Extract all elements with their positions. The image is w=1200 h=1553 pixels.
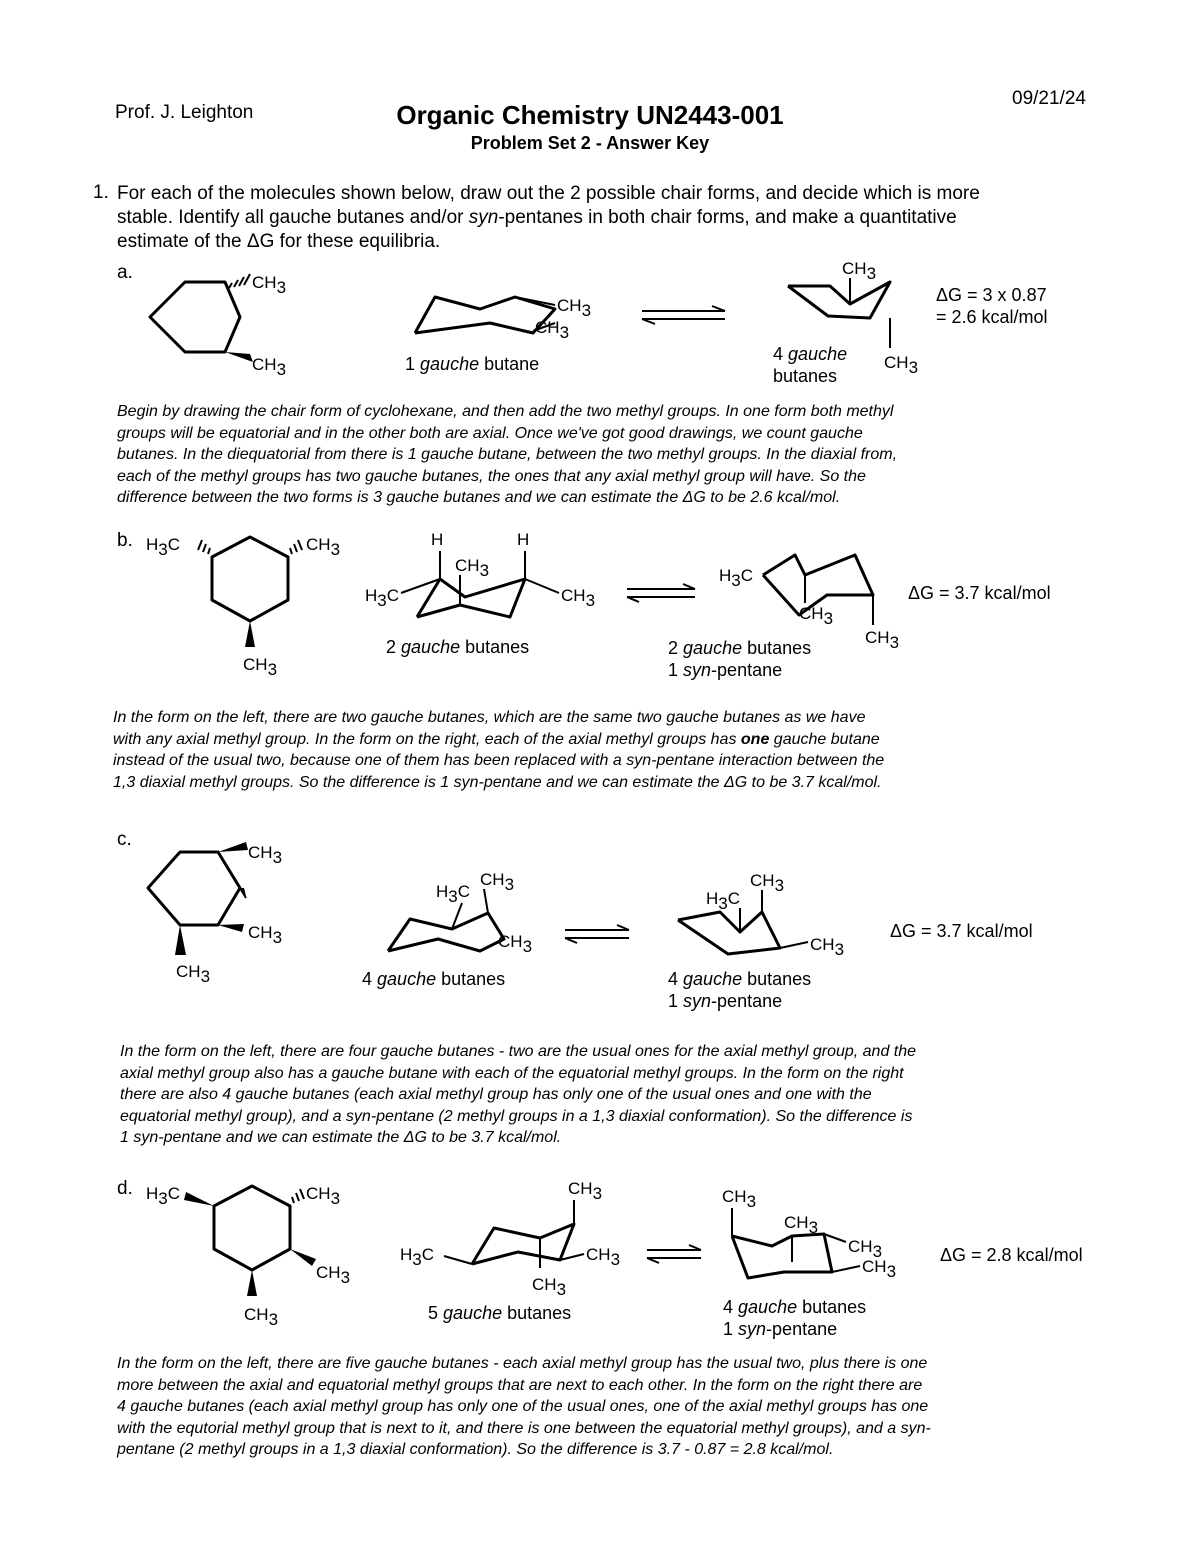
hashed-bond xyxy=(292,1189,304,1203)
cyclohexane-ring xyxy=(212,537,288,621)
part-b-delta-g: ΔG = 3.7 kcal/mol xyxy=(908,583,1051,603)
ch3-label: CH3 xyxy=(176,962,211,986)
chair-ring xyxy=(417,579,525,617)
ch3-label: CH3 xyxy=(498,932,533,956)
part-c-structure xyxy=(140,840,310,990)
chair-ring xyxy=(388,913,504,951)
hashed-bond xyxy=(229,274,250,288)
part-c-chair-left xyxy=(380,865,560,960)
ch3-label: CH3 xyxy=(535,318,570,342)
cyclohexane-ring xyxy=(214,1186,290,1270)
author: Prof. J. Leighton xyxy=(115,102,254,123)
h3c-label: H3C xyxy=(706,889,741,913)
ch3-label: CH3 xyxy=(884,353,919,377)
part-c-chair-right xyxy=(670,862,860,962)
part-c-explanation: In the form on the left, there are four gauche butanes - two are the usual ones for the axial methyl group, and the axial methyl group also has a gauche butane with each of the equatorial methyl groups. In the form on the right there are also 4 gauche butanes (each axial methyl group has only one of the usual ones and one with the equatorial methyl group), and a syn-pentane (2 methyl groups in a 1,3 diaxial conformation). So the difference is 1 syn-pentane and we can estimate the ΔG to be 3.7 kcal/mol. xyxy=(120,1043,917,1146)
wedge-bond xyxy=(184,1192,214,1206)
ch3-label: CH3 xyxy=(243,655,278,679)
wedge-bond xyxy=(175,925,186,955)
chair-ring xyxy=(678,912,780,954)
question-line-3: estimate of the ΔG for these equilibria. xyxy=(117,231,441,252)
part-d-chair-right xyxy=(720,1180,920,1290)
part-a-chair-left xyxy=(405,285,605,345)
part-d-chair-left xyxy=(400,1172,640,1297)
page-subtitle: Problem Set 2 - Answer Key xyxy=(470,133,710,153)
part-a-structure xyxy=(140,260,310,380)
part-b-left-caption: 2 gauche butanes xyxy=(386,637,530,657)
part-a-left-caption: 1 gauche butane xyxy=(405,354,540,374)
chair-ring xyxy=(732,1234,832,1278)
ch3-label: CH3 xyxy=(722,1187,757,1211)
ch3-label: CH3 xyxy=(810,935,845,959)
ch3-label: CH3 xyxy=(248,843,283,867)
cyclohexane-ring xyxy=(148,852,240,925)
wedge-bond xyxy=(225,352,253,362)
h3c-label: H3C xyxy=(146,1184,181,1208)
ch3-label: CH3 xyxy=(244,1305,279,1329)
part-c-left-caption: 4 gauche butanes xyxy=(362,969,506,989)
h3c-label: H3C xyxy=(719,566,754,590)
ch3-label: CH3 xyxy=(455,556,490,580)
part-d-label: d. xyxy=(117,1178,133,1199)
ch3-label: CH3 xyxy=(252,273,287,297)
wedge-bond xyxy=(290,1249,316,1266)
part-b-explanation: In the form on the left, there are two gauche butanes, which are the same two gauche butanes as we have with any axial methyl group. In the form on the right, each of the axial methyl groups has one gauche butane instead of the usual two, because one of them has been replaced with a syn-pentane interaction between the 1,3 diaxial methyl groups. So the difference is 1 syn-pentane and we can estimate the ΔG to be 3.7 kcal/mol. xyxy=(113,709,885,791)
equilibrium-arrow xyxy=(640,305,730,325)
question-number: 1. xyxy=(93,182,109,203)
wedge-bond xyxy=(218,842,248,852)
part-a-label: a. xyxy=(117,262,133,283)
part-b-structure xyxy=(140,525,370,685)
part-d-right-caption: 4 gauche butanes 1 syn-pentane xyxy=(723,1297,867,1339)
ch3-label: CH3 xyxy=(248,923,283,947)
chair-ring xyxy=(472,1224,574,1264)
h3c-label: H3C xyxy=(146,535,181,559)
ch3-label: CH3 xyxy=(862,1257,897,1281)
page-title: Organic Chemistry UN2443-001 xyxy=(396,100,784,130)
h-label: H xyxy=(517,530,530,549)
h3c-label: H3C xyxy=(365,586,400,610)
ch3-label: CH3 xyxy=(842,259,877,283)
ch3-label: CH3 xyxy=(306,535,341,559)
equilibrium-arrow xyxy=(625,583,700,603)
wedge-bond xyxy=(218,924,244,932)
part-a-explanation: Begin by drawing the chair form of cyclohexane, and then add the two methyl groups. In one form both methyl groups will be equatorial and in the other both are axial. Once we've got good drawings, we count gauche butanes. In the diequatorial from there is 1 gauche butane, between the two methyl groups. In the diaxial from, each of the methyl groups has two gauche butanes, the ones that any axial methyl group will have. So the difference between the two forms is 3 gauche butanes and we can estimate the ΔG to be 2.6 kcal/mol. xyxy=(117,403,898,506)
ch3-label: CH3 xyxy=(316,1263,351,1287)
part-c-right-caption: 4 gauche butanes 1 syn-pentane xyxy=(668,969,812,1011)
ch3-label: CH3 xyxy=(750,871,785,895)
part-b-chair-left xyxy=(365,527,615,627)
ch3-label: CH3 xyxy=(561,586,596,610)
ch3-label: CH3 xyxy=(252,355,287,379)
part-d-delta-g: ΔG = 2.8 kcal/mol xyxy=(940,1245,1083,1265)
ch3-label: CH3 xyxy=(568,1179,603,1203)
h3c-label: H3C xyxy=(400,1245,435,1269)
hashed-bond xyxy=(198,540,210,554)
question-line-2: stable. Identify all gauche butanes and/or syn-pentanes in both chair forms, and make a quantitative xyxy=(117,207,957,228)
question-text xyxy=(117,182,1117,254)
ch3-label: CH3 xyxy=(799,604,834,628)
wedge-bond xyxy=(247,1270,257,1296)
hashed-bond xyxy=(290,540,302,554)
chair-ring xyxy=(415,297,555,333)
chair-ring xyxy=(788,282,890,318)
part-c-delta-g: ΔG = 3.7 kcal/mol xyxy=(890,921,1033,941)
part-a-delta-g: ΔG = 3 x 0.87 = 2.6 kcal/mol xyxy=(936,285,1048,327)
part-a-right-caption: 4 gauche butanes xyxy=(773,344,848,386)
ch3-label: CH3 xyxy=(306,1184,341,1208)
ch3-label: CH3 xyxy=(784,1213,819,1237)
date: 09/21/24 xyxy=(1012,88,1086,109)
part-b-right-caption: 2 gauche butanes 1 syn-pentane xyxy=(668,638,812,680)
equilibrium-arrow xyxy=(563,924,635,944)
question-line-1: For each of the molecules shown below, draw out the 2 possible chair forms, and decide which is more xyxy=(117,183,980,204)
ch3-label: CH3 xyxy=(557,296,592,320)
part-c-label: c. xyxy=(117,829,132,850)
h-label: H xyxy=(431,530,444,549)
equilibrium-arrow xyxy=(645,1244,705,1264)
ch3-label: CH3 xyxy=(586,1245,621,1269)
ch3-label: CH3 xyxy=(532,1275,567,1299)
part-d-left-caption: 5 gauche butanes xyxy=(428,1303,572,1323)
ch3-label: CH3 xyxy=(848,1237,883,1261)
part-b-label: b. xyxy=(117,530,133,551)
ch3-label: CH3 xyxy=(865,628,900,652)
cyclohexane-ring xyxy=(150,282,240,352)
part-d-explanation: In the form on the left, there are five gauche butanes - each axial methyl group has the usual two, plus there is one more between the axial and equatorial methyl groups that are next to each other. In the form on the right there are 4 gauche butanes (each axial methyl group has only one of the usual ones, one of the axial methyl groups has one with the equtorial methyl group that is next to it, and there is one between the equatorial methyl groups), and a syn- pentane (2 methyl groups in a 1,3 diaxial conformation). So the difference is 3.7 - 0.87 = 2.8 kcal/mol. xyxy=(117,1355,931,1458)
ch3-label: CH3 xyxy=(480,870,515,894)
part-d-structure xyxy=(140,1174,370,1334)
h3c-label: H3C xyxy=(436,882,471,906)
wedge-bond xyxy=(245,621,255,647)
